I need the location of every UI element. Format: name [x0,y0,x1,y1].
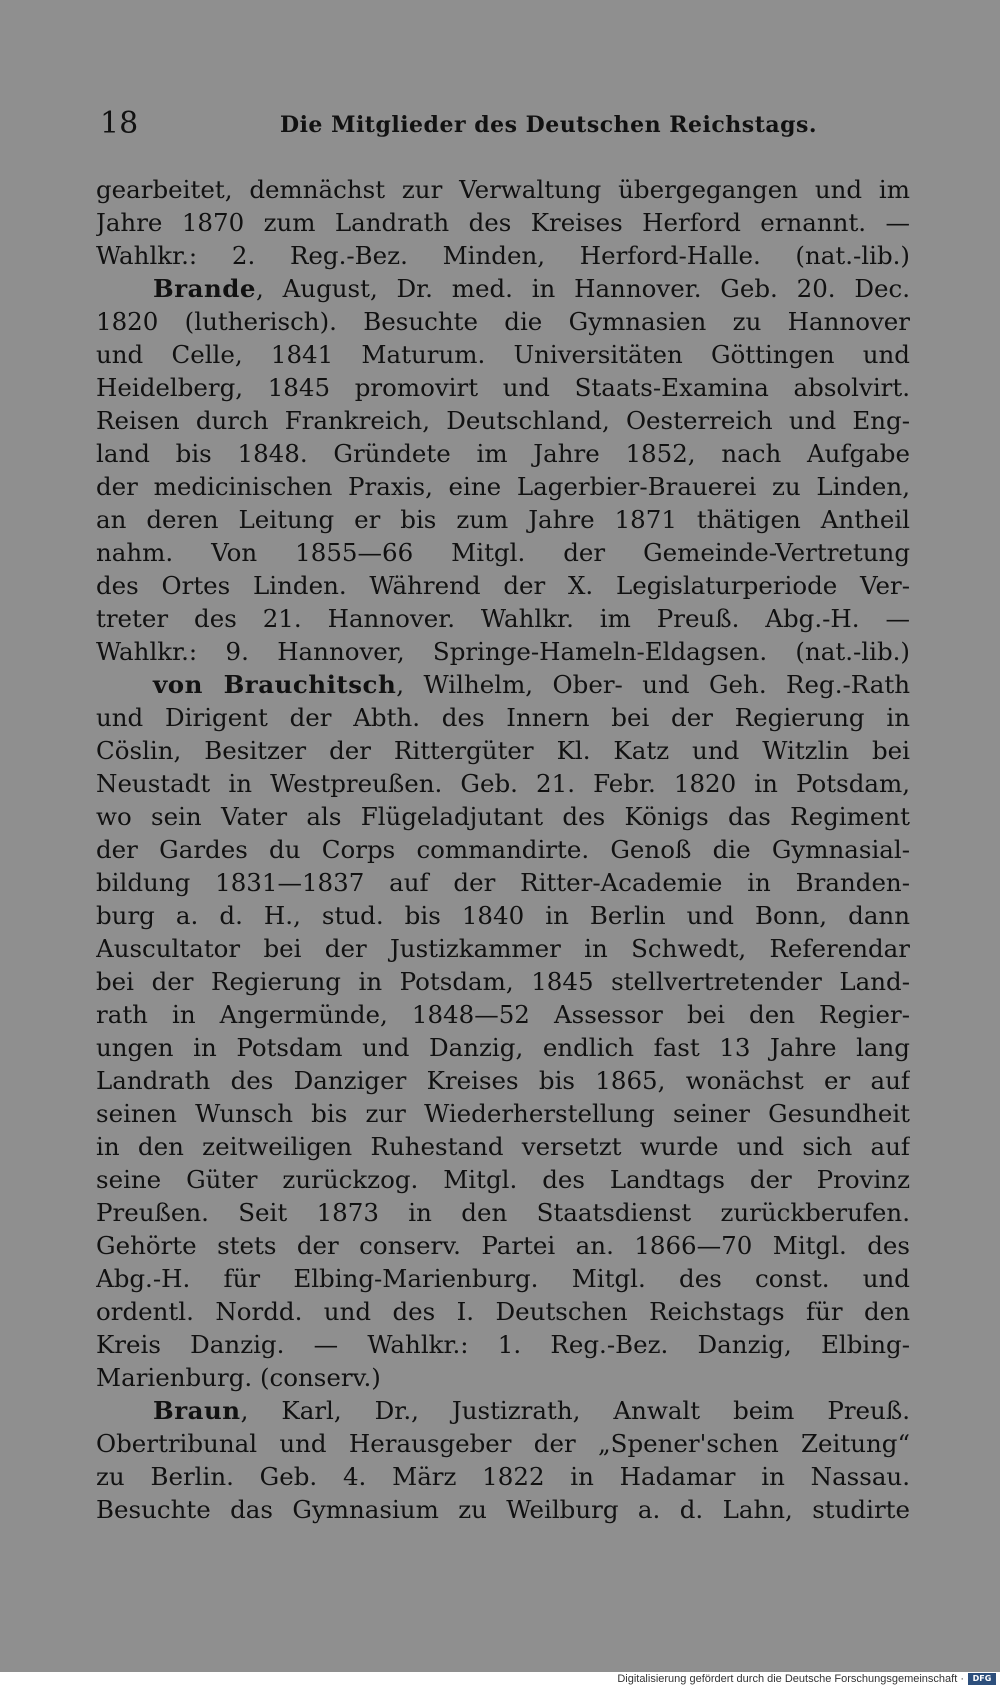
text-line: gearbeitet, demnächst zur Verwaltung übergegangen und im [96,175,910,204]
text-line: Cöslin, Besitzer der Rittergüter Kl. Katz und Witzlin bei [96,736,910,765]
text-line: Landrath des Danziger Kreises bis 1865, wonächst er auf [96,1066,910,1095]
entry-start-braun: Braun, Karl, Dr., Justizrath, Anwalt beim Preuß. [153,1396,910,1425]
text-line: der Gardes du Corps commandirte. Genoß die Gymnasial- [96,835,910,864]
text-line: bei der Regierung in Potsdam, 1845 stellvertretender Land- [96,967,910,996]
text-line: seine Güter zurückzog. Mitgl. des Landtags der Provinz [96,1165,910,1194]
text-line: Reisen durch Frankreich, Deutschland, Oesterreich und Eng- [96,406,910,435]
text-line: des Ortes Linden. Während der X. Legislaturperiode Ver- [96,571,910,600]
text-line: Besuchte das Gymnasium zu Weilburg a. d. Lahn, studirte [96,1495,910,1524]
text-line: der medicinischen Praxis, eine Lagerbier-Brauerei zu Linden, [96,472,910,501]
text-line: rath in Angermünde, 1848—52 Assessor bei den Regier- [96,1000,910,1029]
text-line: Preußen. Seit 1873 in den Staatsdienst zurückberufen. [96,1198,910,1227]
text-line: ordentl. Nordd. und des I. Deutschen Reichstags für den [96,1297,910,1326]
text-line: Jahre 1870 zum Landrath des Kreises Herford ernannt. — [96,208,910,237]
running-title: Die Mitglieder des Deutschen Reichstags. [280,112,818,138]
funding-credit: Digitalisierung gefördert durch die Deutsche Forschungsgemeinschaft · [617,1673,964,1685]
entry-start-brauchitsch: von Brauchitsch, Wilhelm, Ober- und Geh. Reg.-Rath [153,670,910,699]
text-line: 1820 (lutherisch). Besuchte die Gymnasien zu Hannover [96,307,910,336]
text-line: und Dirigent der Abth. des Innern bei der Regierung in [96,703,910,732]
text-line: wo sein Vater als Flügeladjutant des Königs das Regiment [96,802,910,831]
text-line: seinen Wunsch bis zur Wiederherstellung seiner Gesundheit [96,1099,910,1128]
text-line: und Celle, 1841 Maturum. Universitäten Göttingen und [96,340,910,369]
text-line: bildung 1831—1837 auf der Ritter-Academie in Branden- [96,868,910,897]
text-line: zu Berlin. Geb. 4. März 1822 in Hadamar in Nassau. [96,1462,910,1491]
text-line: Wahlkr.: 2. Reg.-Bez. Minden, Herford-Halle. (nat.-lib.) [96,241,910,270]
text-line: burg a. d. H., stud. bis 1840 in Berlin und Bonn, dann [96,901,910,930]
text-line: treter des 21. Hannover. Wahlkr. im Preuß. Abg.-H. — [96,604,910,633]
page-number: 18 [100,106,139,141]
text-line: ungen in Potsdam und Danzig, endlich fast 13 Jahre lang [96,1033,910,1062]
text-line: Kreis Danzig. — Wahlkr.: 1. Reg.-Bez. Danzig, Elbing- [96,1330,910,1359]
text-line: an deren Leitung er bis zum Jahre 1871 thätigen Antheil [96,505,910,534]
member-name: von Brauchitsch [153,670,397,699]
text-line: Obertribunal und Herausgeber der „Spener'schen Zeitung“ [96,1429,910,1458]
text-line: nahm. Von 1855—66 Mitgl. der Gemeinde-Vertretung [96,538,910,567]
member-name: Brande [153,274,257,303]
body-text [96,173,910,1526]
text-line: in den zeitweiligen Ruhestand versetzt wurde und sich auf [96,1132,910,1161]
entry-start-brande: Brande, August, Dr. med. in Hannover. Geb. 20. Dec. [153,274,910,303]
text-line: Neustadt in Westpreußen. Geb. 21. Febr. 1820 in Potsdam, [96,769,910,798]
text-line: Auscultator bei der Justizkammer in Schwedt, Referendar [96,934,910,963]
footer-bar [0,1672,1000,1686]
text-line: land bis 1848. Gründete im Jahre 1852, nach Aufgabe [96,439,910,468]
text-line: Marienburg. (conserv.) [96,1363,381,1392]
member-name: Braun [153,1396,241,1425]
text-line: Wahlkr.: 9. Hannover, Springe-Hameln-Eldagsen. (nat.-lib.) [96,637,910,666]
dfg-logo-icon: DFG [968,1673,996,1685]
text-line: Gehörte stets der conserv. Partei an. 1866—70 Mitgl. des [96,1231,910,1260]
text-line: Heidelberg, 1845 promovirt und Staats-Examina absolvirt. [96,373,910,402]
text-line: Abg.-H. für Elbing-Marienburg. Mitgl. des const. und [96,1264,910,1293]
